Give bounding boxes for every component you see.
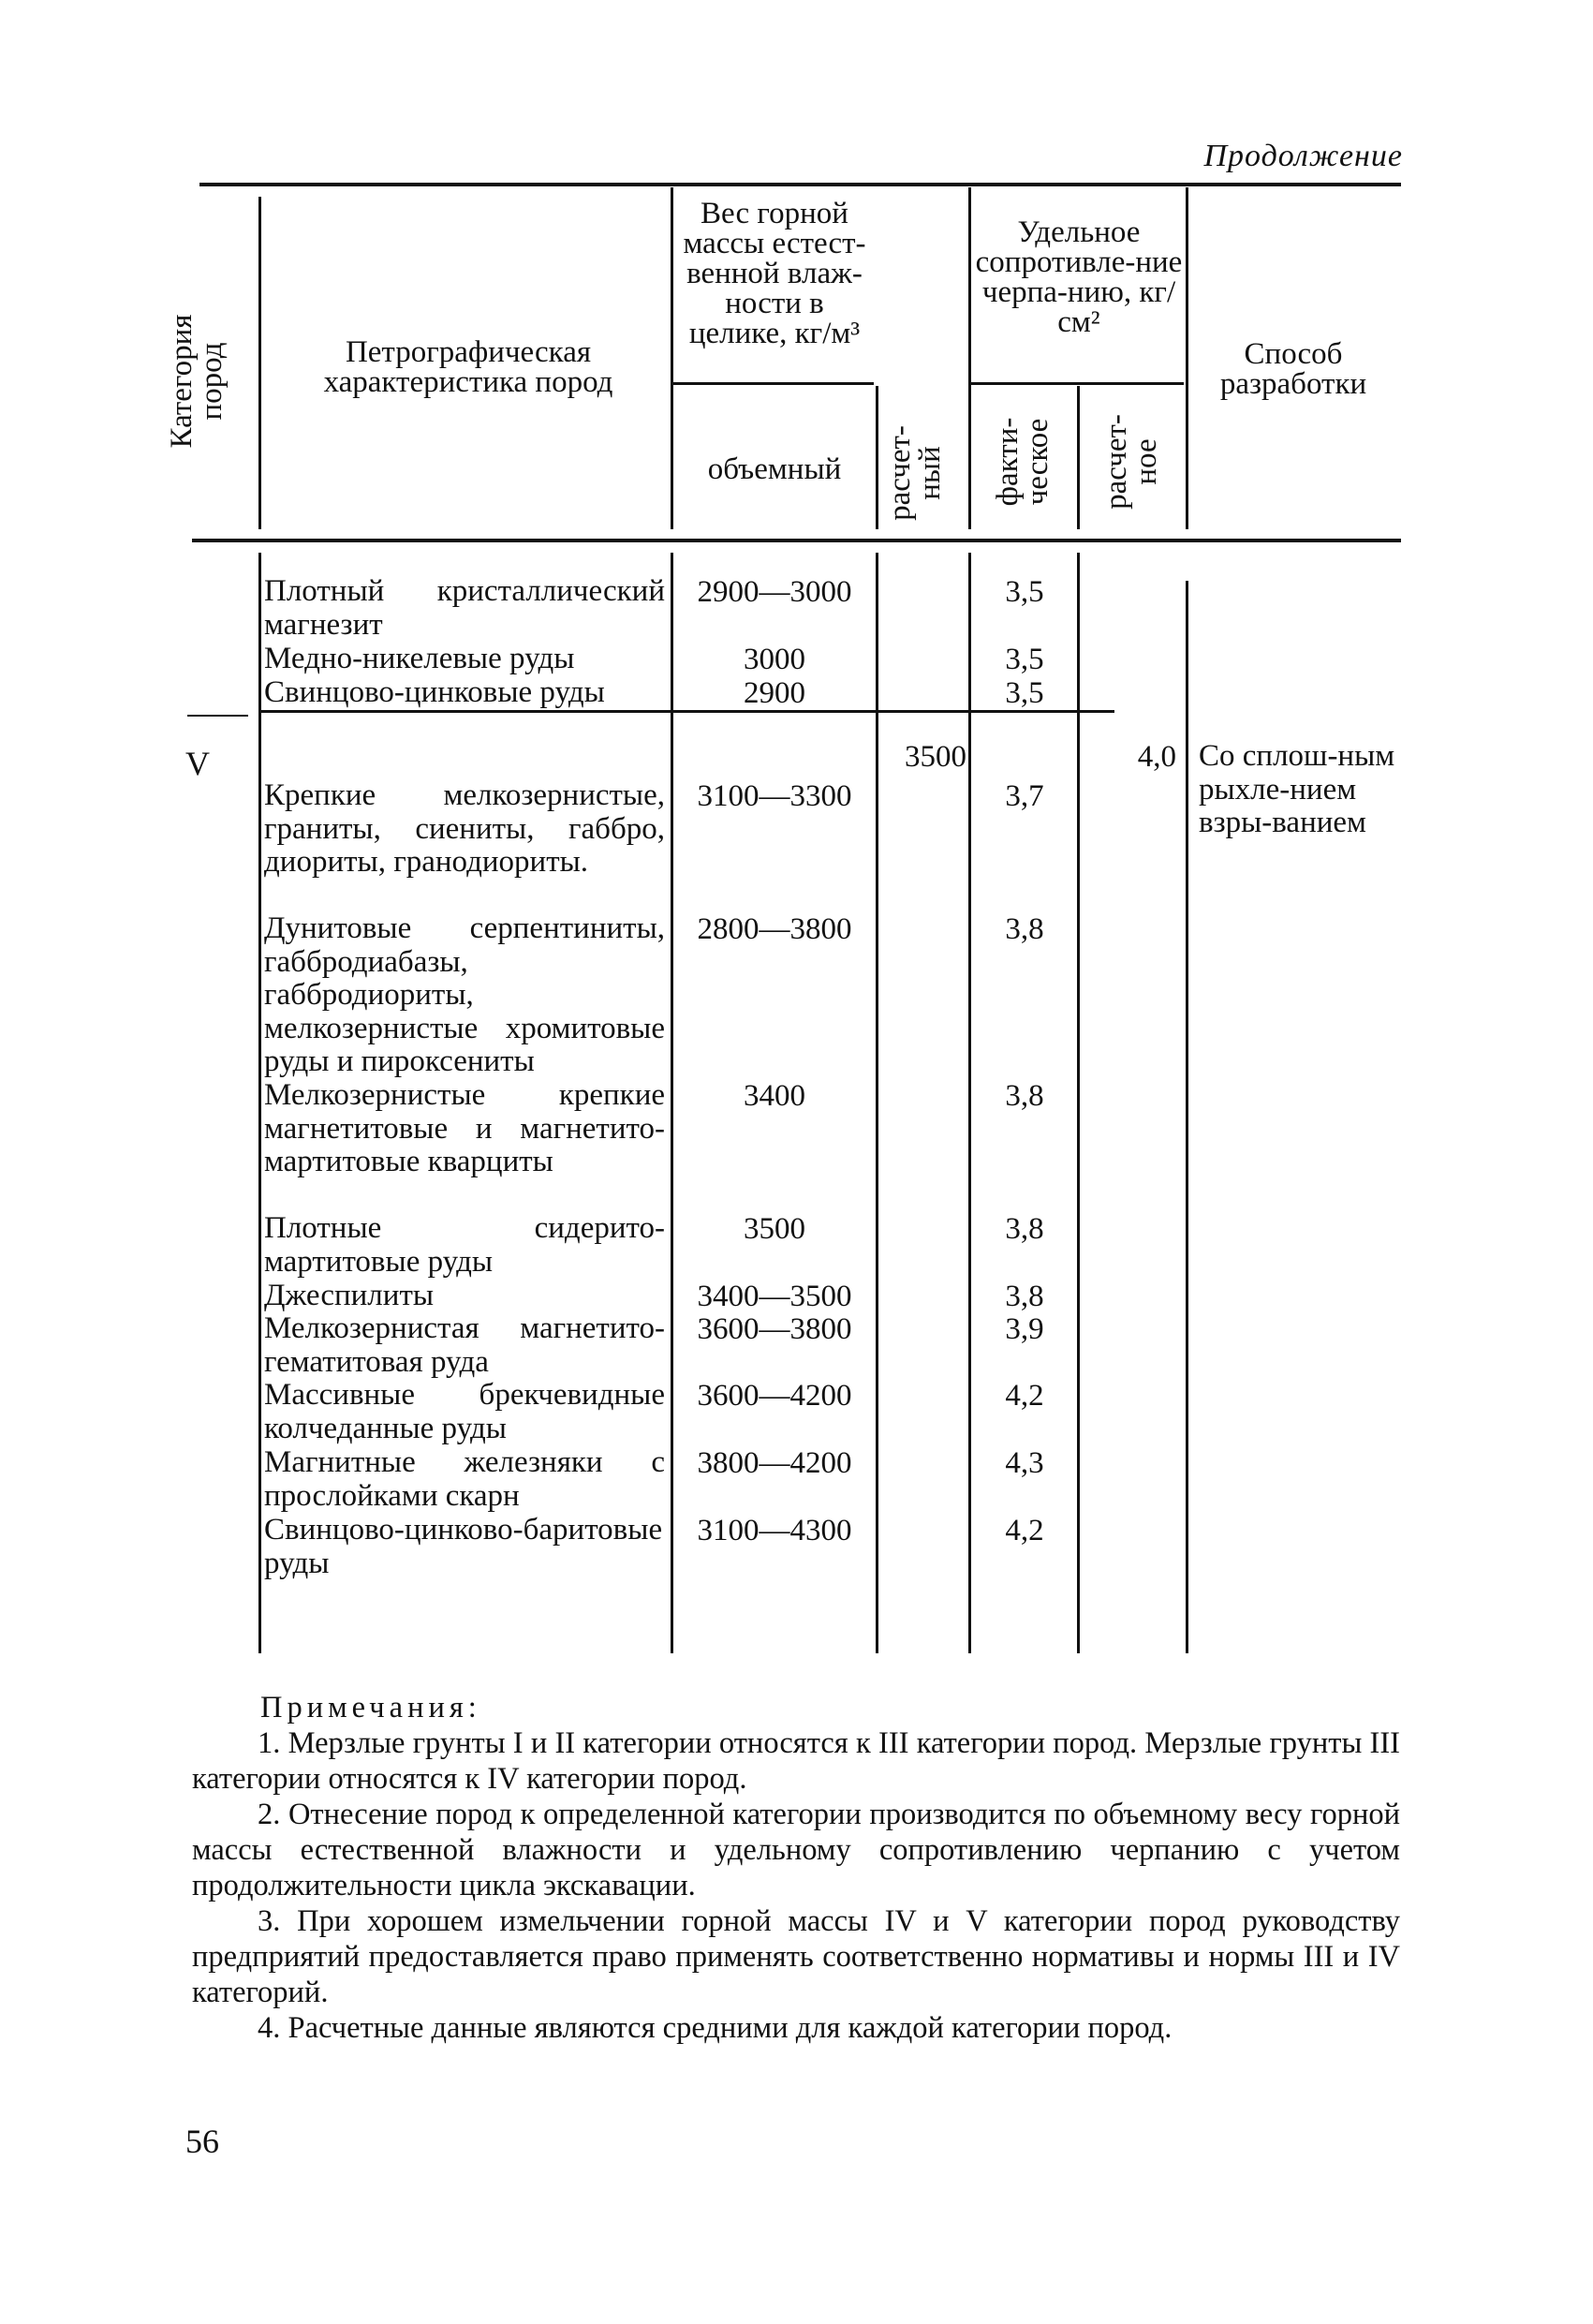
row-b2-actual: 3,8 (1005, 912, 1044, 946)
header-resist-actual: факти-ческое (991, 417, 1055, 507)
row-b3-volume: 3400 (744, 1079, 805, 1113)
row-b7-actual: 4,2 (1005, 1379, 1044, 1413)
header-vline-6 (1186, 187, 1188, 529)
subheader-rule-resist (970, 382, 1184, 385)
row-b3-actual: 3,8 (1005, 1079, 1044, 1113)
row-a1-desc: Плотный кристаллический магнезит (264, 574, 665, 642)
group-b-weight-calc: 3500 (905, 740, 966, 774)
row-b5-actual: 3,8 (1005, 1280, 1044, 1313)
row-b1-volume: 3100—3300 (697, 779, 852, 813)
row-b7-volume: 3600—4200 (697, 1379, 852, 1413)
row-b2-volume: 2800—3800 (697, 912, 852, 946)
row-b2-desc: Дунитовые серпентиниты, габбродиабазы, габбродиориты, мелкозернистые хромитовые руды и пироксениты (264, 911, 665, 1078)
header-weight-group: Вес горной массы естест-венной влаж-ности в целике, кг/м³ (683, 197, 866, 350)
row-a3-desc: Свинцово-цинковые руды (264, 675, 605, 709)
page-number: 56 (185, 2123, 219, 2160)
header-weight-calc: расчет-ный (883, 425, 947, 521)
notes-block (192, 1690, 1400, 2046)
row-b4-desc: Плотные сидерито-мартитовые руды (264, 1211, 665, 1279)
continued-label: Продолжение (1203, 139, 1403, 173)
row-a2-desc: Медно-никелевые руды (264, 642, 575, 675)
row-b4-volume: 3500 (744, 1212, 805, 1246)
body-vline-5 (1077, 553, 1080, 1653)
row-b8-desc: Магнитные железняки с прослойками скарн (264, 1445, 665, 1513)
note-1: 1. Мерзлые грунты I и II категории относятся к III категории пород. Мерзлые грунты III категории относятся к IV категории пород. (192, 1726, 1400, 1796)
notes-title: Примечания: (260, 1691, 481, 1724)
note-3: 3. При хорошем измельчении горной массы IV и V категории пород руководству предприятий предоставляется право применять соответственно нормативы и нормы III и IV категорий. (192, 1904, 1400, 2009)
header-method: Способ разработки (1219, 337, 1367, 401)
row-b5-volume: 3400—3500 (697, 1280, 852, 1313)
category-divider-rule (187, 715, 248, 717)
group-divider-rule (260, 710, 1114, 713)
row-b5-desc: Джеспилиты (264, 1279, 435, 1312)
header-category: Категория пород (165, 314, 229, 449)
body-vline-2 (671, 553, 673, 1653)
note-4: 4. Расчетные данные являются средними для каждой категории пород. (258, 2011, 1173, 2045)
row-a2-volume: 3000 (744, 643, 805, 676)
row-a1-actual: 3,5 (1005, 575, 1044, 609)
header-resist-group: Удельное сопротивле-ние черпа-нию, кг/см² (975, 215, 1183, 339)
row-b3-desc: Мелкозернистые крепкие магнетитовые и магнетито-мартитовые кварциты (264, 1078, 665, 1178)
group-b-method: Со сплош-ным рыхле-нием взры-ванием (1199, 739, 1395, 839)
row-a3-volume: 2900 (744, 676, 805, 710)
body-vline-1 (258, 553, 261, 1653)
row-b1-actual: 3,7 (1005, 779, 1044, 813)
row-b9-volume: 3100—4300 (697, 1514, 852, 1547)
row-b9-desc: Свинцово-цинково-баритовые руды (264, 1513, 663, 1580)
row-b8-actual: 4,3 (1005, 1446, 1044, 1480)
body-vline-6 (1186, 581, 1188, 1653)
subheader-rule-weight (672, 382, 874, 385)
row-a1-volume: 2900—3000 (697, 575, 852, 609)
group-b-resist-calc: 4,0 (1137, 740, 1176, 774)
row-b8-volume: 3800—4200 (697, 1446, 852, 1480)
note-2: 2. Отнесение пород к определенной категории производится по объемному весу горной массы естественной влажности и удельному сопротивлению черпанию с учетом продолжительности цикла экскавации. (192, 1798, 1400, 1902)
header-vline-2 (671, 187, 673, 529)
row-b7-desc: Массивные брекчевидные колчеданные руды (264, 1378, 665, 1445)
header-resist-calc: расчет-ное (1099, 414, 1163, 510)
table-top-rule (199, 183, 1401, 186)
header-weight-volume: объемный (707, 452, 842, 486)
category-value: V (185, 745, 210, 782)
row-b6-volume: 3600—3800 (697, 1312, 852, 1346)
header-vline-5 (1077, 386, 1080, 529)
row-b4-actual: 3,8 (1005, 1212, 1044, 1246)
row-a3-actual: 3,5 (1005, 676, 1044, 710)
body-vline-3 (876, 553, 878, 1653)
row-a2-actual: 3,5 (1005, 643, 1044, 676)
row-b6-desc: Мелкозернистая магнетито-гематитовая руда (264, 1311, 665, 1379)
header-vline-3 (876, 386, 878, 529)
row-b9-actual: 4,2 (1005, 1514, 1044, 1547)
header-petro: Петрографическая характеристика пород (323, 335, 613, 399)
body-vline-4 (968, 553, 971, 1653)
row-b1-desc: Крепкие мелкозернистые, граниты, сиениты, габбро, диориты, гранодиориты. (264, 778, 665, 879)
row-b6-actual: 3,9 (1005, 1312, 1044, 1346)
header-vline-1 (258, 197, 261, 529)
header-bottom-rule (192, 539, 1401, 542)
header-vline-4 (968, 187, 971, 529)
